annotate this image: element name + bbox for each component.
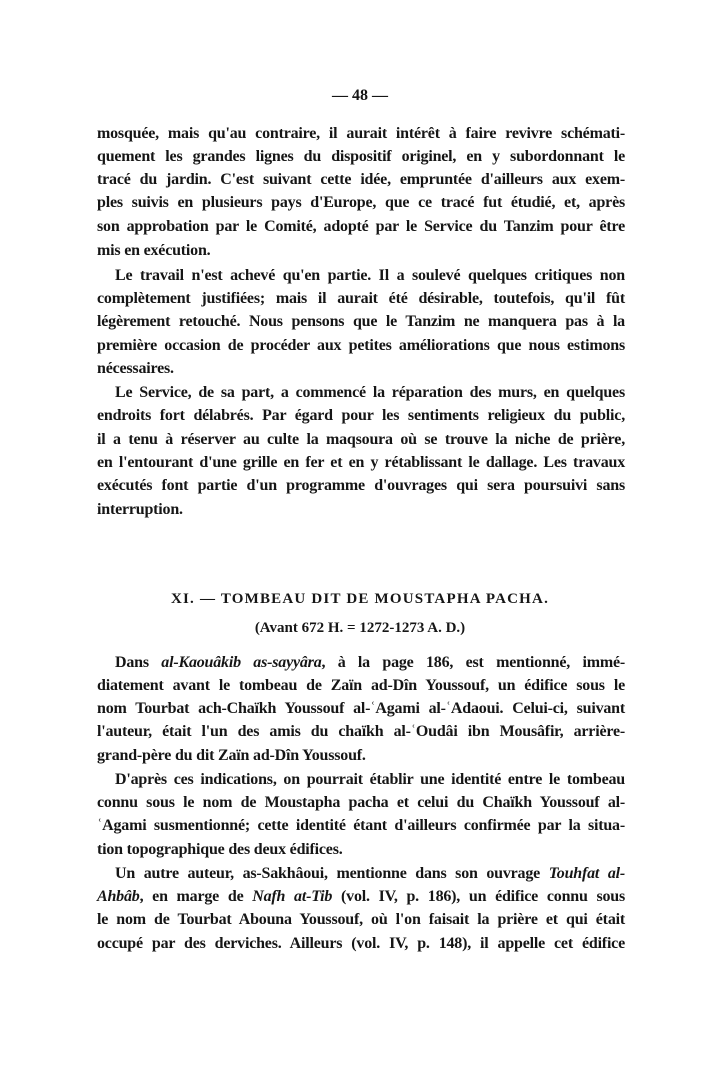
text-run: tracé du jardin. C'est suivant cette idée, empruntée d'ailleurs aux exem- (97, 171, 625, 188)
text-line (97, 312, 625, 332)
text-run: l'auteur, était l'un des amis du chaïkh al-ʿOudâi ibn Mousâfir, arrière- (97, 723, 625, 740)
italic-title: Ahbâb (97, 888, 140, 905)
text-line (97, 840, 625, 860)
text-line (97, 453, 625, 473)
text-run: (vol. IV, p. 186), un édifice connu sous (332, 888, 626, 905)
text-line (97, 289, 625, 309)
text-run: grand-père du dit Zaïn ad-Dîn Youssouf. (97, 747, 366, 764)
text-run: son approbation par le Comité, adopté par le Service du Tanzim pour être (97, 218, 625, 235)
text-run: ples suivis en plusieurs pays d'Europe, que ce tracé fut étudié, et, après (97, 194, 625, 211)
text-run: , en marge de (139, 888, 253, 905)
text-run: D'après ces indications, on pourrait établir une identité entre le tombeau (115, 771, 625, 788)
text-line (97, 359, 625, 379)
section-heading: XI. — TOMBEAU DIT DE MOUSTAPHA PACHA. (170, 591, 550, 607)
text-line (97, 336, 625, 356)
text-run: en l'entourant d'une grille en fer et en y rétablissant le dallage. Les travaux (97, 454, 625, 471)
section-date: (Avant 672 H. = 1272-1273 A. D.) (254, 620, 466, 636)
text-run: nom Tourbat ach-Chaïkh Youssouf al-ʿAgami al-ʿAdaoui. Celui-ci, suivant (97, 700, 625, 717)
text-run: il a tenu à réserver au culte la maqsoura où se trouve la niche de prière, (97, 431, 625, 448)
text-line (115, 266, 625, 286)
text-run: première occasion de procéder aux petites améliorations que nous estimons (97, 337, 625, 354)
text-line (97, 147, 625, 167)
text-line (115, 864, 625, 884)
text-run: Le Service, de sa part, a commencé la réparation des murs, en quelques (115, 384, 625, 401)
text-run: Dans (115, 654, 162, 671)
text-run: ʿAgami susmentionné; cette identité étant d'ailleurs confirmée par la situa- (97, 817, 625, 834)
italic-title: Nafh at-Tib (252, 888, 333, 905)
text-line (97, 124, 625, 144)
text-line (97, 699, 625, 719)
text-line (97, 934, 625, 954)
text-line (97, 406, 625, 426)
text-run: quement les grandes lignes du dispositif originel, en y subordonnant le (97, 148, 625, 165)
page-number: — 48 — (332, 87, 388, 104)
italic-title: Touhfat al- (548, 865, 626, 882)
text-run: nécessaires. (97, 360, 174, 377)
text-run: occupé par des derviches. Ailleurs (vol. IV, p. 148), il appelle cet édifice (97, 935, 625, 952)
text-line (115, 770, 625, 790)
text-run: le nom de Tourbat Abouna Youssouf, où l'on faisait la prière et qui était (97, 911, 625, 928)
text-run: tion topographique des deux édifices. (97, 841, 343, 858)
text-run: exécutés font partie d'un programme d'ouvrages qui sera poursuivi sans (97, 477, 625, 494)
text-line (97, 887, 625, 907)
text-run: complètement justifiées; mais il aurait été désirable, toutefois, qu'il fût (97, 290, 625, 307)
text-line (97, 910, 625, 930)
text-line (97, 793, 625, 813)
text-line (115, 383, 625, 403)
text-line (97, 722, 625, 742)
text-line (97, 170, 625, 190)
text-run: endroits fort délabrés. Par égard pour les sentiments religieux du public, (97, 407, 625, 424)
text-line (97, 476, 625, 496)
text-line (97, 500, 625, 520)
text-run: connu sous le nom de Moustapha pacha et celui du Chaïkh Youssouf al- (97, 794, 625, 811)
text-line (97, 193, 625, 213)
text-run: , à la page 186, est mentionné, immé- (321, 654, 626, 671)
italic-title: al-Kaouâkib as-sayyâra (161, 654, 322, 671)
text-run: mis en exécution. (97, 242, 211, 259)
text-line (97, 430, 625, 450)
text-run: diatement avant le tombeau de Zaïn ad-Dîn Youssouf, un édifice sous le (97, 677, 625, 694)
text-run: interruption. (97, 501, 183, 518)
text-run: Le travail n'est achevé qu'en partie. Il a soulevé quelques critiques non (115, 267, 625, 284)
text-line (97, 746, 625, 766)
text-run: mosquée, mais qu'au contraire, il aurait intérêt à faire revivre schémati- (97, 125, 625, 142)
text-run: légèrement retouché. Nous pensons que le Tanzim ne manquera pas à la (97, 313, 625, 330)
text-run: Un autre auteur, as-Sakhâoui, mentionne dans son ouvrage (115, 865, 549, 882)
text-line (97, 217, 625, 237)
text-line (97, 816, 625, 836)
text-line (97, 676, 625, 696)
text-line (97, 241, 625, 261)
text-line (115, 653, 625, 673)
